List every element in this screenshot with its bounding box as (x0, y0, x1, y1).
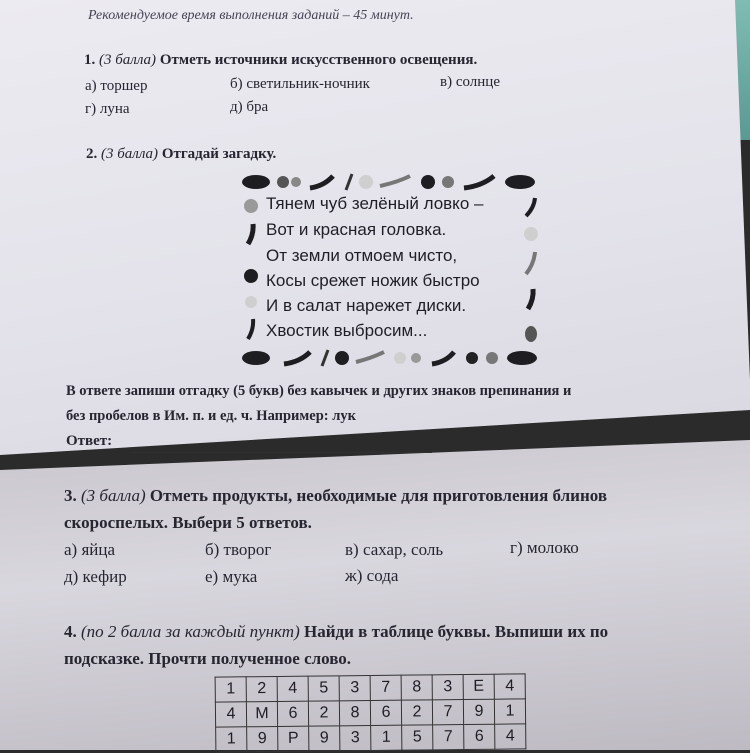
question-4-points: (по 2 балла за каждый пункт) (81, 622, 300, 641)
question-3-task-line-1: Отметь продукты, необходимые для приготовления блинов (149, 486, 608, 505)
q3-option-b[interactable]: б) творог (205, 540, 272, 559)
vegetable-border-top-icon (238, 170, 543, 194)
table-cell: 5 (402, 725, 433, 750)
table-cell: 8 (401, 675, 432, 700)
table-cell: 9 (463, 699, 494, 724)
table-cell: 2 (246, 676, 277, 701)
question-2-header (86, 146, 276, 163)
riddle-line-3: От земли отмоем чисто, (266, 246, 458, 265)
q1-option-b[interactable]: б) светильник-ночник (230, 76, 370, 92)
q1-option-a[interactable]: а) торшер (85, 78, 148, 94)
q3-option-f[interactable]: е) мука (205, 567, 258, 586)
table-cell: 2 (308, 701, 339, 726)
q1-option-e[interactable]: д) бра (230, 99, 269, 115)
table-row (215, 699, 525, 727)
q2-answer-field[interactable] (132, 452, 432, 453)
table-cell: 5 (308, 676, 339, 701)
table-cell: Р (278, 726, 309, 751)
table-cell: 4 (494, 674, 525, 699)
question-4-task-line-2: подсказке. Прочти полученное слово. (64, 649, 352, 668)
table-row (216, 724, 526, 752)
question-4-task-line-1: Найди в таблице буквы. Выпиши их по (303, 622, 609, 641)
riddle-line-2: Вот и красная головка. (266, 220, 447, 239)
table-cell: 8 (339, 701, 370, 726)
question-3-number: 3. (64, 486, 77, 505)
riddle-frame (238, 170, 543, 370)
question-2-points: (3 балла) (101, 146, 159, 162)
vegetable-border-right-icon (520, 194, 542, 346)
table-cell: 1 (216, 727, 247, 752)
question-2-number: 2. (86, 146, 98, 162)
table-cell: 6 (277, 701, 308, 726)
vegetable-border-bottom-icon (238, 346, 543, 370)
q3-option-e[interactable]: д) кефир (64, 567, 127, 586)
question-1-number: 1. (84, 52, 96, 68)
q2-answer-label: Ответ: (66, 433, 113, 449)
table-cell: 9 (309, 726, 340, 751)
riddle-line-5: И в салат нарежет диски. (266, 296, 467, 315)
table-cell: 2 (401, 700, 432, 725)
q2-instruction-line-1: В ответе запиши отгадку (5 букв) без кавычек и других знаков препинания и (66, 383, 572, 399)
riddle-line-4: Косы срежет ножик быстро (266, 271, 480, 290)
table-row (215, 674, 525, 702)
letter-table (215, 673, 527, 752)
table-cell: 9 (247, 726, 278, 751)
table-cell: 4 (277, 676, 308, 701)
table-cell: 4 (215, 702, 246, 727)
table-cell: 1 (215, 677, 246, 702)
table-cell: 6 (370, 700, 401, 725)
q3-option-g[interactable]: ж) сода (345, 566, 399, 585)
table-cell: 7 (370, 675, 401, 700)
question-1-task: Отметь источники искусственного освещения. (159, 52, 478, 68)
table-cell: 1 (494, 699, 525, 724)
table-cell: 4 (495, 724, 526, 749)
riddle-line-1: Тянем чуб зелёный ловко – (266, 194, 484, 213)
table-cell: 3 (340, 725, 371, 750)
q1-option-c[interactable]: в) солнце (440, 74, 500, 90)
q2-instruction-line-2: без пробелов в Им. п. и ед. ч. Например: лук (66, 408, 356, 424)
table-cell: 1 (371, 725, 402, 750)
question-4-number: 4. (64, 622, 77, 641)
question-2-task: Отгадай загадку. (161, 146, 277, 162)
question-3-points: (3 балла) (81, 486, 146, 505)
table-cell: 6 (464, 724, 495, 749)
question-4-header (64, 622, 608, 642)
question-1-header (84, 52, 477, 69)
table-cell: 7 (433, 725, 464, 750)
question-3-task-line-2: скороспелых. Выбери 5 ответов. (64, 513, 312, 532)
table-cell: 3 (432, 675, 463, 700)
question-1-points: (3 балла) (99, 52, 157, 68)
vegetable-border-left-icon (240, 194, 262, 346)
table-cell: М (246, 701, 277, 726)
riddle-line-6: Хвостик выбросим... (266, 321, 428, 340)
q1-option-d[interactable]: г) луна (85, 101, 130, 117)
q3-option-a[interactable]: а) яйца (64, 540, 116, 559)
table-cell: 3 (339, 676, 370, 701)
recommended-time-note: Рекомендуемое время выполнения заданий – 45 минут. (88, 8, 414, 23)
question-3-header (64, 486, 607, 506)
table-cell: 7 (432, 700, 463, 725)
q3-option-d[interactable]: г) молоко (510, 538, 579, 557)
q3-option-c[interactable]: в) сахар, соль (345, 540, 444, 559)
table-cell: Е (463, 674, 494, 699)
